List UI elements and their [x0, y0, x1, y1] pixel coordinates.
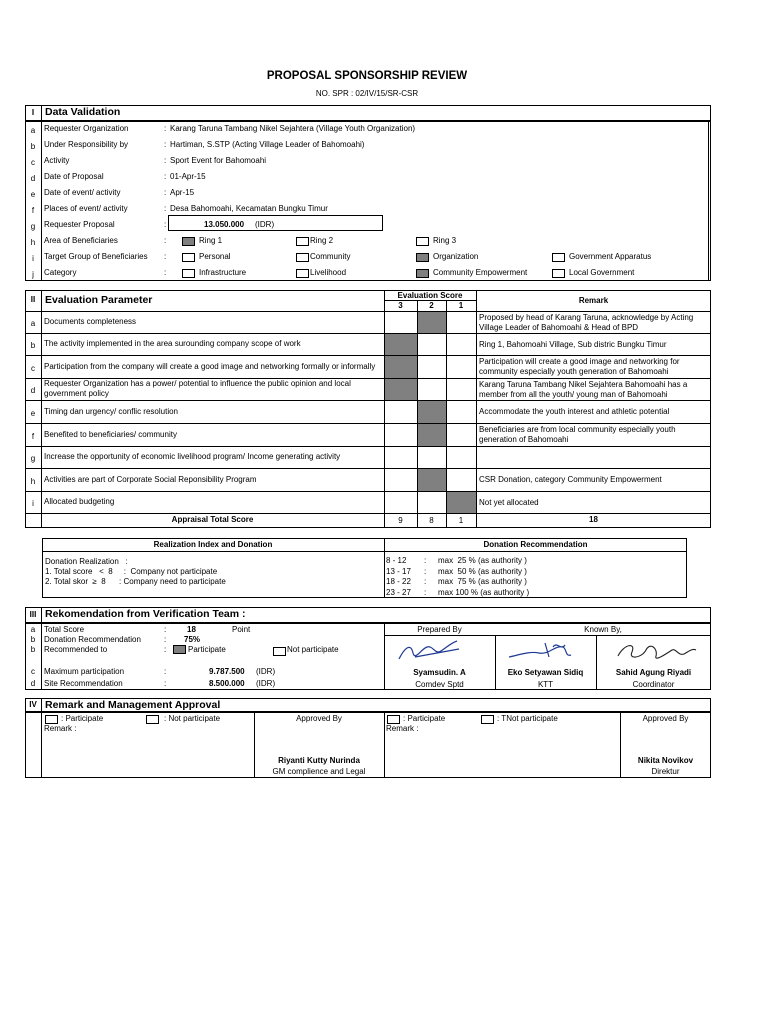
parameter-text: Documents completeness [44, 317, 137, 326]
rec-range: 8 - 12 [386, 556, 407, 565]
option-label: Government Apparatus [569, 252, 652, 261]
recommended-to-label: Recommended to [44, 645, 108, 654]
field-label: Target Group of Beneficiaries [44, 252, 148, 261]
row-letter: f [31, 206, 35, 215]
row-letter: e [30, 408, 36, 418]
rec-range: 13 - 17 [386, 566, 411, 576]
field-value: Apr-15 [170, 188, 195, 197]
score-mark [418, 424, 446, 446]
row-letter: f [31, 431, 35, 441]
right-not-participate-checkbox[interactable] [481, 715, 494, 724]
option-label: Ring 3 [433, 236, 457, 245]
field-value: Hartiman, S.STP (Acting Village Leader of Bahomoahi) [170, 140, 365, 149]
right-participate-checkbox[interactable] [387, 715, 400, 724]
requester-proposal-unit: (IDR) [255, 220, 275, 229]
signer-3-name: Sahid Agung Riyadi [615, 668, 692, 677]
row-letter: h [30, 476, 36, 486]
section-1-number: I [31, 108, 35, 117]
option-label: Ring 1 [199, 236, 223, 245]
appraisal-total-label: Appraisal Total Score [171, 515, 254, 524]
option-checkbox[interactable] [182, 253, 195, 262]
left-participate-label: : Participate [61, 714, 104, 723]
section-1-header [25, 105, 711, 121]
row-letter: g [30, 222, 36, 231]
option-label: Livelihood [310, 268, 347, 277]
parameter-text: Activities are part of Corporate Social Reponsibility Program [44, 474, 257, 484]
parameter-text: Timing dan urgency/ conflic resolution [44, 406, 178, 416]
row-letter: a [30, 126, 36, 135]
option-checkbox[interactable] [296, 269, 309, 278]
signature-eko [505, 637, 585, 665]
row-letter: c [31, 667, 35, 676]
left-approved-by-label: Approved By [296, 714, 342, 723]
row-letter: c [31, 363, 35, 373]
total-score-label: Total Score [44, 625, 85, 634]
option-checkbox[interactable] [552, 253, 565, 262]
remark-header: Remark [578, 296, 609, 305]
option-checkbox[interactable] [182, 237, 195, 246]
signature-syamsudin [395, 637, 465, 665]
row-letter: b [30, 635, 36, 644]
remark-text: Beneficiaries are from local community especially youth generation of Bahomoahi [479, 425, 676, 444]
not-participate-checkbox[interactable] [273, 647, 286, 656]
field-label: Under Responsibility by [44, 140, 129, 149]
donation-recommendation-header: Donation Recommendation [483, 540, 588, 549]
max-participation-unit: (IDR) [256, 667, 276, 676]
row-letter: a [30, 319, 36, 328]
parameter-text: The activity implemented in the area surounding company scope of work [44, 339, 301, 348]
row-letter: b [30, 142, 36, 151]
right-not-participate-label: : TNot participate [497, 714, 558, 723]
option-label: Ring 2 [310, 236, 334, 245]
score-mark [447, 492, 476, 513]
option-checkbox[interactable] [416, 237, 429, 246]
row-letter: g [30, 454, 36, 463]
field-label: Area of Beneficiaries [44, 236, 118, 245]
option-checkbox[interactable] [182, 269, 195, 278]
signer-1-role: Comdev Sptd [415, 680, 464, 689]
field-label: Category [44, 268, 77, 277]
signer-2-name: Eko Setyawan Sidiq [507, 668, 584, 677]
option-checkbox[interactable] [552, 269, 565, 278]
site-recommendation-value: 8.500.000 [209, 679, 245, 688]
left-not-participate-checkbox[interactable] [146, 715, 159, 724]
donation-recommendation-label: Donation Recommendation [44, 635, 141, 644]
site-recommendation-unit: (IDR) [256, 679, 276, 688]
remark-text: Participation will create a good image and networking for community especially youth generation of Bahomoahi [479, 357, 680, 376]
donation-recommendation-value: 75% [184, 635, 201, 644]
rec-sep: : [424, 577, 427, 586]
score-mark [418, 469, 446, 491]
left-participate-checkbox[interactable] [45, 715, 58, 724]
appraisal-total-3: 9 [398, 516, 403, 525]
right-approver-role: Direktur [651, 767, 680, 776]
option-label: Local Government [569, 268, 635, 277]
option-checkbox[interactable] [296, 237, 309, 246]
section-4-title: Remark and Management Approval [45, 699, 221, 711]
row-letter: d [30, 174, 36, 183]
rec-sep: : [424, 566, 427, 576]
realization-header: Realization Index and Donation [153, 540, 273, 549]
score-mark [385, 334, 417, 355]
row-letter: i [32, 499, 34, 508]
left-approver-name: Riyanti Kutty Nurinda [278, 756, 360, 765]
score-col-3: 3 [398, 301, 403, 310]
rec-text: max 100 % (as authority ) [438, 587, 530, 597]
score-mark [385, 379, 417, 400]
row-letter: d [30, 386, 36, 395]
remark-text: Karang Taruna Tambang Nikel Sejahtera Bahomoahi has a member from all the youth/ young man of Bahomoahi [479, 379, 688, 399]
remark-text: Ring 1, Bahomoahi Village, Sub distric Bungku Timur [479, 339, 667, 349]
option-label: Community Empowerment [433, 268, 528, 277]
option-checkbox[interactable] [416, 269, 429, 278]
prepared-by-label: Prepared By [417, 625, 462, 634]
site-recommendation-label: Site Recommendation [44, 679, 123, 688]
field-value: Desa Bahomoahi, Kecamatan Bungku Timur [170, 204, 328, 213]
score-mark [385, 356, 417, 378]
left-remark-label: Remark : [44, 724, 77, 733]
parameter-text: Participation from the company will create a good image and networking formally or informally [44, 361, 376, 371]
left-not-participate-label: : Not participate [164, 714, 221, 723]
row-letter: e [30, 190, 36, 199]
rec-range: 18 - 22 [386, 577, 411, 586]
known-by-label: Known By, [584, 625, 622, 634]
requester-proposal-value: 13.050.000 [204, 220, 245, 229]
option-label: Infrastructure [199, 268, 247, 277]
field-label: Date of Proposal [44, 172, 104, 181]
signer-2-role: KTT [537, 680, 554, 689]
section-2-number: II [30, 295, 36, 304]
right-remark-label: Remark : [386, 724, 419, 733]
option-label: Personal [199, 252, 231, 261]
remark-text: CSR Donation, category Community Empowerment [479, 475, 662, 484]
rec-text: max 50 % (as authority ) [438, 566, 527, 576]
section-2-title: Evaluation Parameter [45, 294, 153, 306]
total-score-unit: Point [232, 625, 251, 634]
total-score-value: 18 [187, 625, 196, 634]
left-approver-role: GM complience and Legal [272, 767, 366, 776]
parameter-text: Allocated budgeting [44, 497, 115, 506]
section-1-title: Data Validation [45, 106, 121, 118]
score-mark [418, 401, 446, 423]
score-col-2: 2 [429, 301, 434, 310]
row-letter: i [32, 254, 34, 263]
row-letter: j [32, 270, 34, 279]
parameter-text: Requester Organization has a power/ potential to influence the public opinion and local government policy [44, 379, 351, 398]
remark-text [479, 447, 709, 468]
appraisal-total-1: 1 [458, 516, 464, 525]
not-participate-label: Not participate [287, 645, 339, 654]
field-value: 01-Apr-15 [170, 172, 206, 181]
rec-range: 23 - 27 [386, 587, 411, 597]
section-3-number: III [29, 610, 37, 619]
field-value: Sport Event for Bahomoahi [170, 156, 267, 165]
donation-realization-label: Donation Realization : [45, 557, 128, 566]
field-value: Karang Taruna Tambang Nikel Sejahtera (Village Youth Organization) [170, 124, 416, 133]
remark-text: Accommodate the youth interest and athletic potential [479, 407, 670, 416]
row-letter: a [30, 625, 36, 634]
field-label: Date of event/ activity [44, 188, 121, 197]
section-4-number: IV [29, 700, 37, 709]
remark-text: Proposed by head of Karang Taruna, acknowledge by Acting Village Leader of Bahomoahi & Head of BPD [479, 312, 694, 332]
realization-line-2: 2. Total skor ≥ 8 : Company need to participate [45, 577, 226, 586]
right-approved-by-label: Approved By [642, 714, 689, 723]
field-label: Requester Organization [44, 124, 129, 133]
realization-line-1: 1. Total score < 8 : Company not participate [45, 567, 218, 576]
signer-1-name: Syamsudin. A [413, 668, 466, 677]
row-letter: h [30, 238, 36, 247]
signer-3-role: Coordinator [632, 680, 675, 689]
appraisal-total-sum: 18 [589, 515, 598, 524]
right-participate-label: : Participate [403, 714, 446, 723]
document-title: PROPOSAL SPONSORSHIP REVIEW [266, 70, 468, 82]
max-participation-label: Maximum participation [44, 667, 125, 676]
option-checkbox[interactable] [296, 253, 309, 262]
participate-checkbox[interactable] [173, 645, 186, 654]
remark-text: Not yet allocated [479, 497, 539, 507]
option-label: Organization [433, 252, 479, 261]
rec-sep: : [424, 587, 427, 597]
option-label: Community [310, 252, 351, 261]
document-number: NO. SPR : 02/IV/15/SR-CSR [315, 89, 419, 98]
field-label: Places of event/ activity [44, 204, 128, 213]
participate-label: Participate [188, 645, 226, 654]
rec-text: max 75 % (as authority ) [438, 577, 527, 586]
parameter-text: Increase the opportunity of economic livelihood program/ Income generating activity [44, 452, 341, 461]
signature-sahid [612, 638, 702, 666]
section-3-title: Rekomendation from Verification Team : [45, 608, 246, 620]
appraisal-total-2: 8 [429, 516, 434, 525]
max-participation-value: 9.787.500 [209, 667, 245, 676]
field-label: Activity [44, 156, 70, 165]
field-label: Requester Proposal [44, 220, 115, 229]
score-mark [418, 312, 446, 333]
row-letter: d [30, 679, 36, 688]
rec-text: max 25 % (as authority ) [438, 556, 527, 565]
row-letter: b [30, 341, 36, 350]
option-checkbox[interactable] [416, 253, 429, 262]
row-letter: c [31, 158, 35, 167]
row-letter: b [30, 645, 36, 654]
parameter-text: Benefited to beneficiaries/ community [44, 429, 177, 439]
rec-sep: : [424, 556, 427, 565]
score-col-1: 1 [458, 301, 464, 310]
evaluation-score-header: Evaluation Score [397, 291, 463, 300]
right-approver-name: Nikita Novikov [637, 756, 694, 765]
